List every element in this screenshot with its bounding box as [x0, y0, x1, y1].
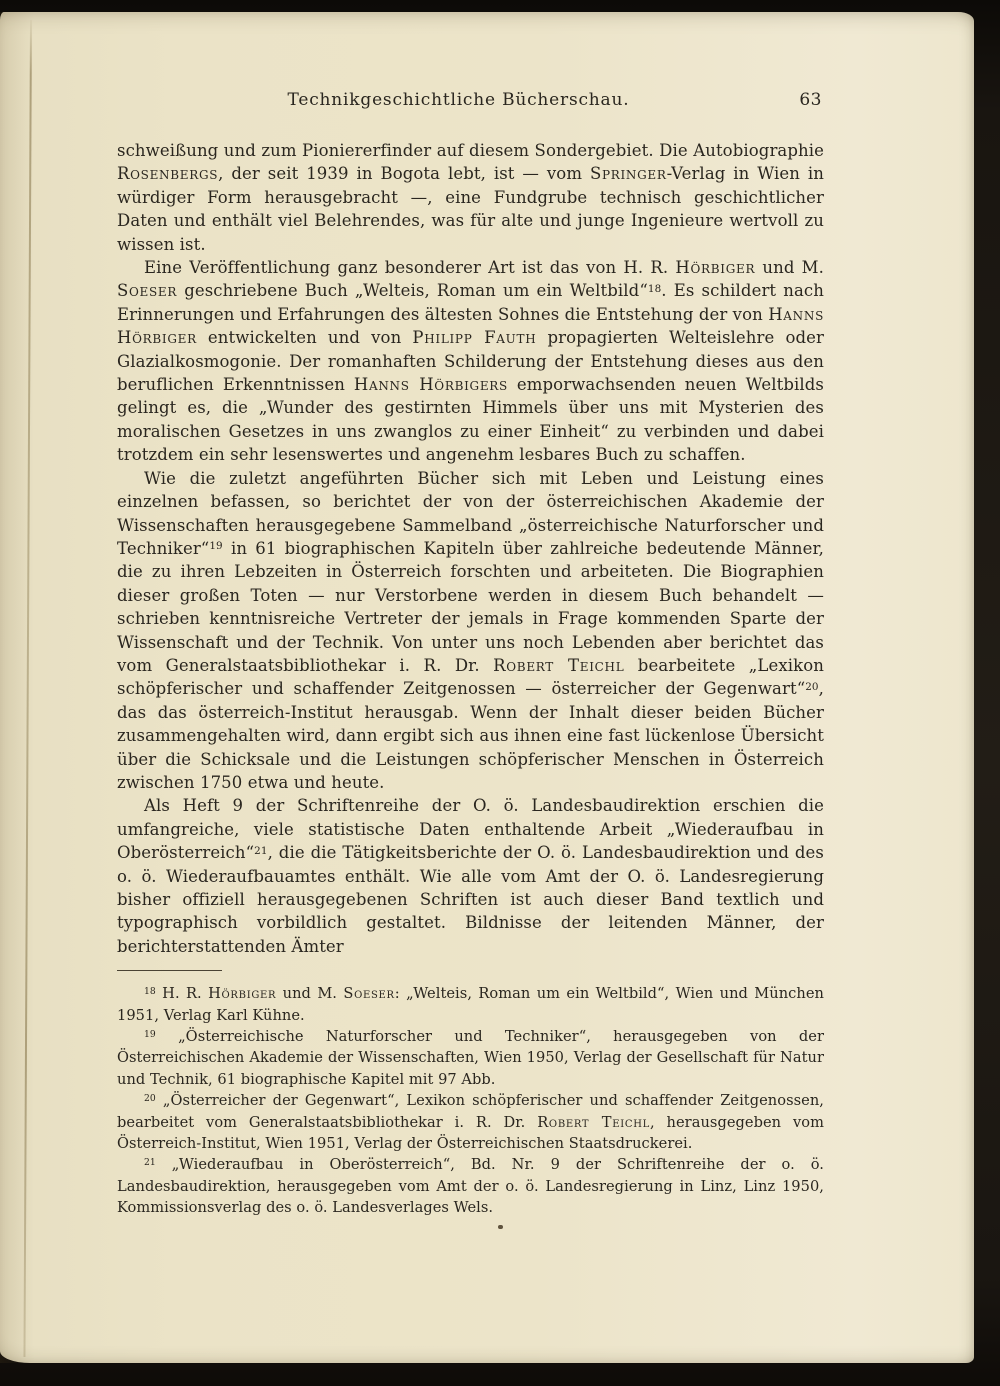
- person-name: Hörbiger: [675, 258, 756, 278]
- text-run: Eine Veröffentlichung ganz besonderer Art ist das von H. R.: [144, 258, 676, 278]
- person-name: Philipp Fauth: [412, 328, 537, 348]
- text-run: , der seit 1939 in Bogota lebt, ist — vom: [218, 164, 590, 184]
- text-run: Wie die zuletzt angeführten Bücher sich mit Leben und Leistung eines einzelnen befassen, so berichtet der von der österreichischen Akademie der Wissenschaften herausgegebene Sammelband „österreichische Naturforscher und Techniker“: [117, 468, 824, 558]
- text-run: bearbeitete „Lexikon schöpferischer und schaffender Zeitgenossen — österreicher der Gegenwart“: [117, 655, 824, 699]
- text-run: „Österreicher der Gegenwart“, Lexikon schöpferischer und schaffender Zeitgenossen, bearbeitet vom Generalstaatsbibliothekar i. R. Dr.: [117, 1092, 824, 1131]
- footnote: [117, 1026, 824, 1090]
- text-run: . Es schildert nach Erinnerungen und Erfahrungen des ältesten Sohnes die Entstehung der von: [117, 281, 824, 324]
- text-run: Als Heft 9 der Schriftenreihe der O. ö. Landesbaudirektion erschien die umfangreiche, viele statistische Daten enthaltende Arbeit „Wiederaufbau in Oberösterreich“: [117, 796, 824, 863]
- person-name: Hanns Hörbigers: [353, 375, 508, 395]
- text-run: und M.: [276, 985, 344, 1003]
- footnote-marker: 21: [254, 844, 268, 857]
- ink-speck: [498, 1225, 503, 1229]
- person-name: Robert Teichl: [493, 655, 625, 675]
- person-name: Soeser: [343, 985, 395, 1003]
- para: [117, 467, 824, 795]
- running-title: Technikgeschichtliche Bücherschau.: [287, 90, 630, 110]
- text-run: in 61 biographischen Kapiteln über zahlreiche bedeutende Männer, die zu ihren Lebzeiten in Österreich forschten und arbeiteten. Die Biographien dieser großen Toten — nur Verstorbene werden in diesem Buch behandelt — schrieben kenntnisreiche Vertreter der jemals in Frage kommenden Sparte der Wissenschaft und der Technik. Von unter uns noch Lebenden aber berichtet das vom Generalstaatsbibliothekar i. R. Dr.: [117, 538, 824, 675]
- text-run: schweißung und zum Pioniererfinder auf diesem Sondergebiet. Die Autobiographie: [117, 141, 824, 160]
- person-name: Soeser: [117, 281, 178, 301]
- text-run: geschriebene Buch „Welteis, Roman um ein Weltbild“: [177, 281, 648, 301]
- text-run: H. R.: [155, 985, 209, 1003]
- footnote-marker: 19: [144, 1028, 156, 1040]
- para: [117, 794, 824, 958]
- footnote: [117, 1090, 824, 1154]
- text-run: propagierten Welteislehre oder Glazialkosmogonie. Der romanhaften Schilderung der Entstehung dieses aus den beruflichen Erkenntnissen: [117, 328, 824, 395]
- text-run: , herausgegeben vom Österreich-Institut, Wien 1951, Verlag der Österreichischen Staatsdruckerei.: [117, 1113, 825, 1153]
- footnotes: [117, 983, 824, 1218]
- person-name: Hörbiger: [208, 985, 277, 1003]
- footnote-marker: 18: [144, 986, 156, 998]
- text-run: „Wiederaufbau in Oberösterreich“, Bd. Nr. 9 der Schriftenreihe der o. ö. Landesbaudirektion, herausgegeben vom Amt der o. ö. Landesregierung in Linz, Linz 1950, Kommissionsverlag des o. ö. Landesverlages Wels.: [117, 1156, 824, 1217]
- person-name: Springer: [589, 164, 667, 184]
- text-run: emporwachsenden neuen Weltbilds gelingt es, die „Wunder des gestirnten Himmels über uns mit Mysterien des moralischen Gesetzes in uns zwanglos zu einer Einheit“ zu verbinden und dabei trotzdem ein sehr lesenswertes und angenehm lesbares Buch zu schaffen.: [117, 375, 824, 465]
- page-fold-crease: [23, 20, 31, 1357]
- para: [117, 256, 824, 467]
- footnote-marker: 20: [805, 680, 819, 693]
- footnote-marker: 21: [144, 1157, 156, 1169]
- page-content: [117, 90, 824, 1219]
- person-name: Hanns Hörbiger: [117, 304, 824, 348]
- text-run: und M.: [755, 258, 824, 278]
- person-name: Robert Teichl: [537, 1113, 650, 1131]
- footnote-marker: 18: [647, 282, 662, 295]
- text-run: -Verlag in Wien in würdiger Form herausgebracht —, eine Fundgrube technisch geschichtlicher Daten und enthält viel Belehrendes, was für alte und junge Ingenieure wertvoll zu wissen ist.: [117, 164, 825, 254]
- text-run: : „Welteis, Roman um ein Weltbild“, Wien und München 1951, Verlag Karl Kühne.: [117, 985, 824, 1024]
- person-name: Rosenbergs: [117, 164, 219, 184]
- text-run: „Österreichische Naturforscher und Techniker“, herausgegeben von der Österreichischen Akademie der Wissenschaften, Wien 1950, Verlag der Gesellschaft für Natur und Technik, 61 biographische Kapitel mit 97 Abb.: [117, 1028, 824, 1088]
- page-number: 63: [799, 90, 822, 110]
- text-run: , die die Tätigkeitsberichte der O. ö. Landesbaudirektion und des o. ö. Wiederaufbauamtes enthält. Wie alle vom Amt der O. ö. Landesregierung bisher offiziell herausgegebenen Schriften ist auch dieser Band textlich und typographisch vorbildlich gestaltet. Bildnisse der leitenden Männer, der berichterstattenden Ämter: [117, 843, 824, 956]
- body-text: [117, 139, 824, 958]
- footnote: [117, 1154, 824, 1218]
- para: [117, 139, 824, 256]
- text-run: entwickelten und von: [196, 328, 413, 348]
- book-page: [0, 12, 974, 1363]
- footnote: [117, 983, 824, 1026]
- footnote-marker: 19: [209, 540, 223, 553]
- footnote-marker: 20: [144, 1093, 156, 1105]
- footnote-separator: [117, 970, 222, 971]
- text-run: , das das österreich-Institut herausgab. Wenn der Inhalt dieser beiden Bücher zusammengehalten wird, dann ergibt sich aus ihnen eine fast lückenlose Übersicht über die Schicksale und die Leistungen schöpferischer Menschen in Österreich zwischen 1750 etwa und heute.: [117, 679, 824, 792]
- page-header: [117, 90, 824, 112]
